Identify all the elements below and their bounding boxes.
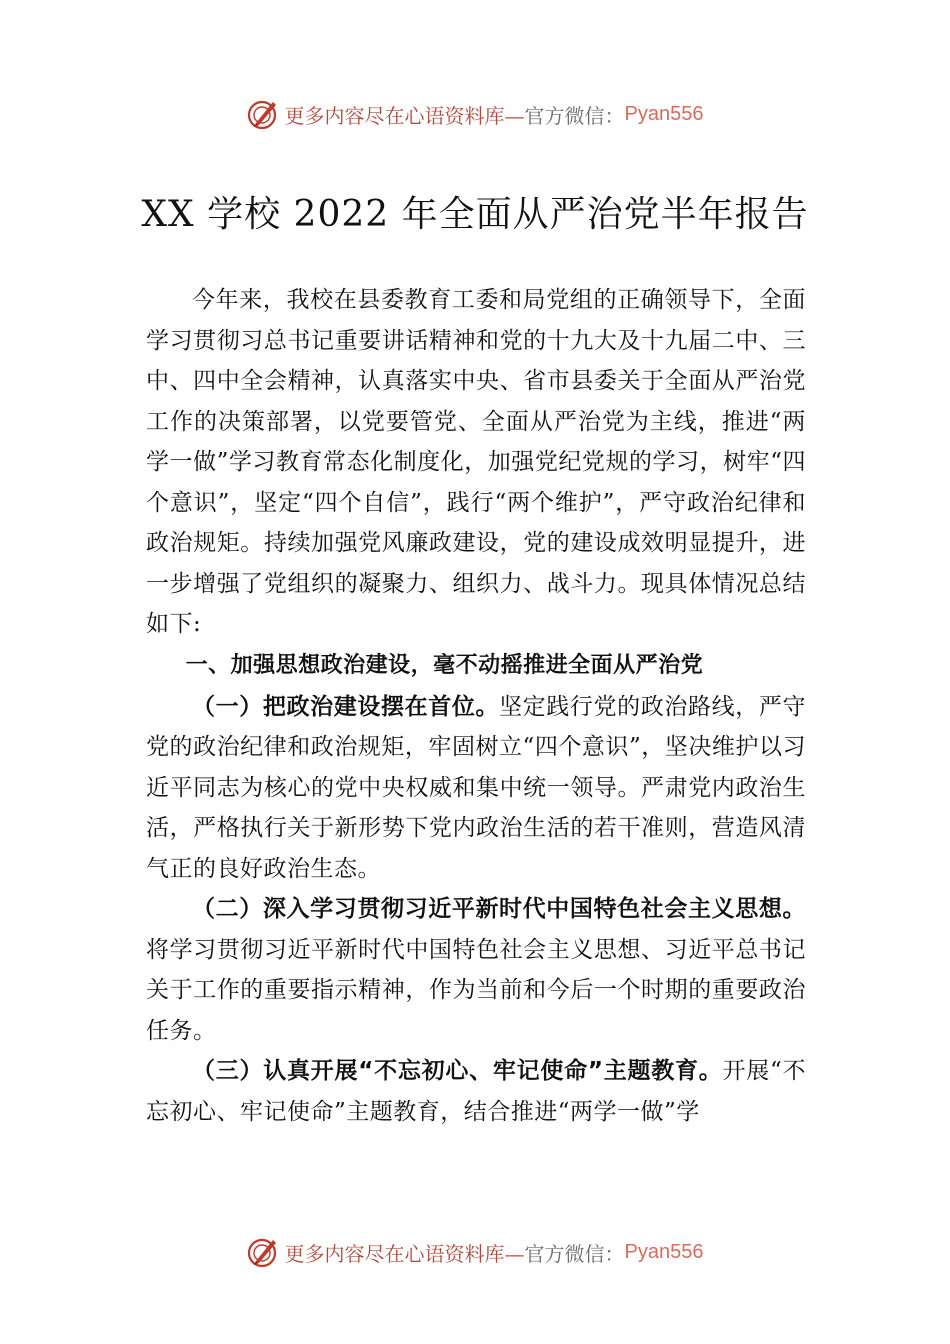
paragraph-2 [146,889,806,1051]
watermark-text: 更多内容尽在心语资料库— [284,103,525,128]
wechat-id: Pyan556 [624,1240,704,1263]
wechat-label: 官方微信： [524,1241,625,1266]
paragraph-1-lead: （一）把政治建设摆在首位。 [192,693,500,720]
paragraph-2-lead: （二）深入学习贯彻习近平新时代中国特色社会主义思想。 [192,896,806,922]
wechat-id: Pyan556 [624,102,704,125]
paragraph-3-body: 开展“不忘初心、牢记使命”主题教育，结合推进“两学一做”学 [146,1058,806,1125]
footer-watermark [0,1232,950,1272]
section-heading: 一、加强思想政治建设，毫不动摇推进全面从严治党 [185,652,704,678]
header-watermark [0,94,950,134]
intro-paragraph: 今年来，我校在县委教育工委和局党组的正确领导下，全面学习贯彻习总书记重要讲话精神和党的十九大及十九届二中、三中、四中全会精神，认真落实中央、省市县委关于全面从严治党工作的决策部署，以党要管党、全面从严治党为主线，推进“两学一做”学习教育常态化制度化，加强党纪党规的学习，树牢“四个意识”，坚定“四个自信”，践行“两个维护”，严守政治纪律和政治规矩。持续加强党风廉政建设，党的建设成效明显提升，进一步增强了党组织的凝聚力、组织力、战斗力。现具体情况总结如下: [146,287,806,637]
document-title: XX 学校 2022 年全面从严治党半年报告 [141,194,809,235]
document-body [146,280,806,1132]
paragraph-2-body: 将学习贯彻习近平新时代中国特色社会主义思想、习近平总书记关于工作的重要指示精神，作为当前和今后一个时期的重要政治任务。 [146,936,806,1044]
pen-logo-icon [247,97,281,131]
wechat-label: 官方微信： [524,103,625,128]
paragraph-1 [146,687,806,890]
pen-logo-icon [247,1235,281,1269]
watermark-text: 更多内容尽在心语资料库— [284,1241,525,1266]
paragraph-1-body: 坚定践行党的政治路线，严守党的政治纪律和政治规矩，牢固树立“四个意识”，坚决维护以习近平同志为核心的党中央权威和集中统一领导。严肃党内政治生活，严格执行关于新形势下党内政治生活的若干准则，营造风清气正的良好政治生态。 [146,693,807,882]
paragraph-3 [146,1051,806,1132]
paragraph-3-lead: （三）认真开展“不忘初心、牢记使命”主题教育。 [192,1058,723,1084]
